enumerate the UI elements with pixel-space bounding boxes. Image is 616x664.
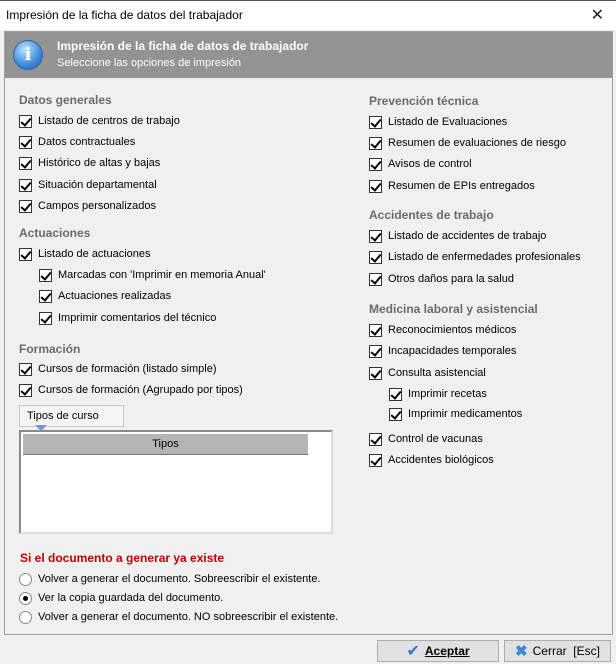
checkbox-incapacidades[interactable] [369,343,516,359]
section-medicina: Medicina laboral y asistencial [369,302,538,316]
close-icon[interactable]: ✕ [590,7,604,24]
close-button[interactable] [504,640,611,662]
checkbox-label: Otros daños para la salud [388,273,514,285]
checkbox[interactable] [19,115,32,128]
radio[interactable] [19,611,32,624]
checkbox-cursos-agrupado[interactable] [19,382,243,398]
checkbox[interactable] [369,345,382,358]
checkbox-situacion[interactable] [19,177,157,193]
checkbox[interactable] [369,137,382,150]
checkbox-contractuales[interactable] [19,134,135,150]
checkbox-label: Incapacidades temporales [388,345,517,357]
checkbox-cursos-simple[interactable] [19,361,217,377]
checkbox-label: Imprimir comentarios del técnico [58,312,217,324]
checkbox-label: Situación departamental [38,179,157,191]
checkbox-enfermedades[interactable] [369,249,581,265]
checkbox-medicamentos[interactable] [389,406,522,422]
checkbox-label: Actuaciones realizadas [58,290,172,302]
section-accidentes: Accidentes de trabajo [369,208,494,222]
checkbox-consulta[interactable] [369,365,486,381]
checkbox-label: Marcadas con 'Imprimir en memoria Anual' [58,269,266,281]
radio[interactable] [19,573,32,586]
checkbox-label: Histórico de altas y bajas [38,157,161,169]
radio-ver-copia[interactable] [19,590,223,606]
checkbox-centros[interactable] [19,113,180,129]
checkbox-marcadas[interactable] [39,267,266,283]
checkbox[interactable] [19,384,32,397]
checkbox-label: Reconocimientos médicos [388,324,517,336]
checkbox[interactable] [19,179,32,192]
tipos-de-curso-dropdown[interactable] [19,405,124,427]
radio-label: Volver a generar el documento. Sobreescribir el existente. [38,573,321,585]
checkbox-recetas[interactable] [389,386,487,402]
info-header [5,32,612,78]
checkbox[interactable] [369,454,382,467]
checkbox-listado-actuaciones[interactable] [19,246,151,262]
checkbox[interactable] [389,388,402,401]
checkbox[interactable] [369,116,382,129]
checkbox-label: Listado de accidentes de trabajo [388,230,547,242]
radio-label: Volver a generar el documento. NO sobreescribir el existente. [38,611,339,623]
existing-doc-heading: Si el documento a generar ya existe [20,551,225,565]
checkbox-evaluaciones[interactable] [369,114,507,130]
checkbox-comentarios[interactable] [39,310,216,326]
window-title: Impresión de la ficha de datos del trabajador [6,8,243,22]
checkbox-label: Imprimir recetas [408,388,487,400]
checkbox-vacunas[interactable] [369,431,483,447]
checkbox[interactable] [369,230,382,243]
checkbox[interactable] [369,180,382,193]
checkbox[interactable] [19,248,32,261]
checkbox-label: Imprimir medicamentos [408,408,523,420]
checkbox[interactable] [369,273,382,286]
checkbox-epis[interactable] [369,178,535,194]
checkbox[interactable] [39,312,52,325]
checkbox-campos[interactable] [19,198,156,214]
radio-label: Ver la copia guardada del documento. [38,592,224,604]
checkbox[interactable] [19,363,32,376]
close-label: Cerrar [Esc] [532,644,600,658]
checkbox-label: Datos contractuales [38,136,136,148]
checkbox[interactable] [369,367,382,380]
checkbox-label: Listado de enfermedades profesionales [388,251,581,263]
grid-header-tipos[interactable]: Tipos [23,434,308,455]
checkbox-label: Resumen de EPIs entregados [388,180,535,192]
checkbox[interactable] [369,158,382,171]
checkbox-label: Listado de centros de trabajo [38,115,180,127]
checkbox-label: Listado de Evaluaciones [388,116,508,128]
header-subtitle: Seleccione las opciones de impresión [57,57,242,69]
check-icon: ✔ [406,643,420,660]
section-datos-generales: Datos generales [19,93,112,107]
checkbox-avisos[interactable] [369,156,472,172]
checkbox-label: Cursos de formación (Agrupado por tipos) [38,384,243,396]
checkbox-label: Campos personalizados [38,200,157,212]
checkbox[interactable] [369,324,382,337]
accept-button[interactable] [377,640,499,662]
checkbox[interactable] [39,290,52,303]
section-formacion: Formación [19,342,81,356]
checkbox-resumen-evaluaciones[interactable] [369,135,566,151]
checkbox-reconocimientos[interactable] [369,322,516,338]
checkbox-label: Control de vacunas [388,433,483,445]
checkbox-listado-accidentes[interactable] [369,228,546,244]
checkbox-label: Consulta asistencial [388,367,486,379]
checkbox[interactable] [389,408,402,421]
checkbox-realizadas[interactable] [39,288,171,304]
checkbox[interactable] [19,200,32,213]
checkbox-label: Resumen de evaluaciones de riesgo [388,137,566,149]
checkbox-label: Listado de actuaciones [38,248,151,260]
checkbox[interactable] [19,136,32,149]
checkbox[interactable] [39,269,52,282]
tipos-grid[interactable] [19,430,333,534]
accept-label: Aceptar [424,644,470,658]
radio-regenerar-no-sobreescribir[interactable] [19,609,338,625]
checkbox[interactable] [369,433,382,446]
close-x-icon: ✖ [515,643,528,660]
checkbox-biologicos[interactable] [369,452,494,468]
radio[interactable] [19,592,32,605]
radio-regenerar-sobreescribir[interactable] [19,571,321,587]
checkbox-label: Cursos de formación (listado simple) [38,363,217,375]
title-bar [0,0,616,30]
info-icon: i [13,40,43,70]
section-prevencion: Prevención técnica [369,94,479,108]
section-actuaciones: Actuaciones [19,226,91,240]
options-panel [4,31,613,635]
header-title: Impresión de la ficha de datos de trabajador [57,39,309,53]
checkbox[interactable] [369,251,382,264]
checkbox-label: Avisos de control [388,158,472,170]
checkbox[interactable] [19,157,32,170]
checkbox-historico[interactable] [19,155,160,171]
checkbox-otros-danos[interactable] [369,271,514,287]
dropdown-label: Tipos de curso [27,410,99,422]
checkbox-label: Accidentes biológicos [388,454,494,466]
